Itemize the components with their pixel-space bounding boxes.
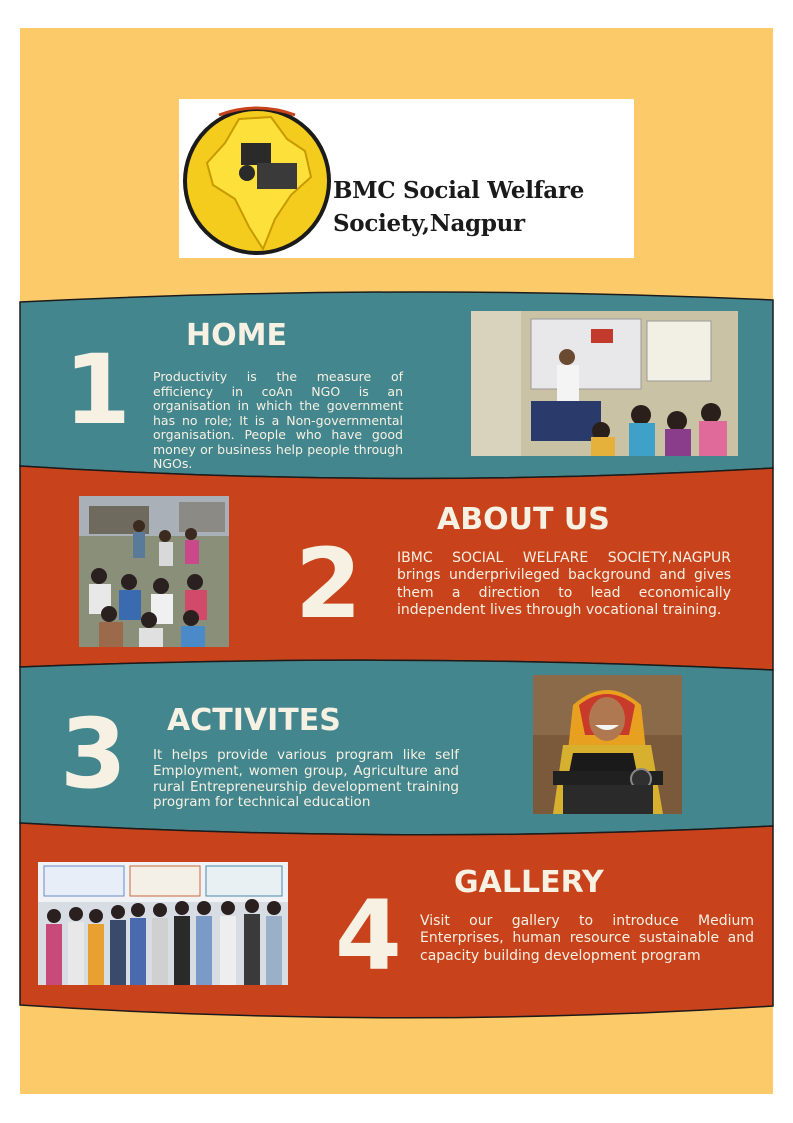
classroom-training-photo bbox=[471, 311, 738, 456]
section-number-4: 4 bbox=[335, 880, 402, 992]
section-text-home: Productivity is the measure of efficiency in coAn NGO is an organisation in which the government has no role; It is a Non-governmental organisation. People who have good money or business help people through NGOs. bbox=[153, 369, 403, 471]
logo-line-2: Society,Nagpur bbox=[333, 210, 525, 237]
outdoor-group-meeting-photo bbox=[79, 496, 229, 647]
section-number-3: 3 bbox=[60, 698, 127, 810]
section-title-about-us: ABOUT US bbox=[437, 502, 610, 537]
section-number-2: 2 bbox=[295, 528, 362, 640]
section-text-activities: It helps provide various program like self Employment, women group, Agriculture and rural Entrepreneurship development training program for technical education bbox=[153, 747, 459, 811]
woman-sewing-machine-photo bbox=[533, 675, 682, 814]
india-map-emblem-icon bbox=[179, 99, 334, 258]
logo-wordmark bbox=[333, 174, 633, 240]
logo-banner bbox=[179, 99, 634, 258]
logo-line-1: BMC Social Welfare bbox=[333, 177, 585, 204]
section-title-activities: ACTIVITES bbox=[167, 703, 341, 738]
section-number-1: 1 bbox=[64, 334, 131, 446]
section-title-home: HOME bbox=[186, 318, 287, 353]
section-text-gallery: Visit our gallery to introduce Medium Enterprises, human resource sustainable and capacity building development program bbox=[420, 913, 754, 964]
section-text-about-us: IBMC SOCIAL WELFARE SOCIETY,NAGPUR brings underprivileged background and gives them a direction to lead economically independent lives through vocational training. bbox=[397, 550, 731, 618]
section-title-gallery: GALLERY bbox=[454, 865, 604, 900]
group-photo-exhibition bbox=[38, 862, 288, 985]
